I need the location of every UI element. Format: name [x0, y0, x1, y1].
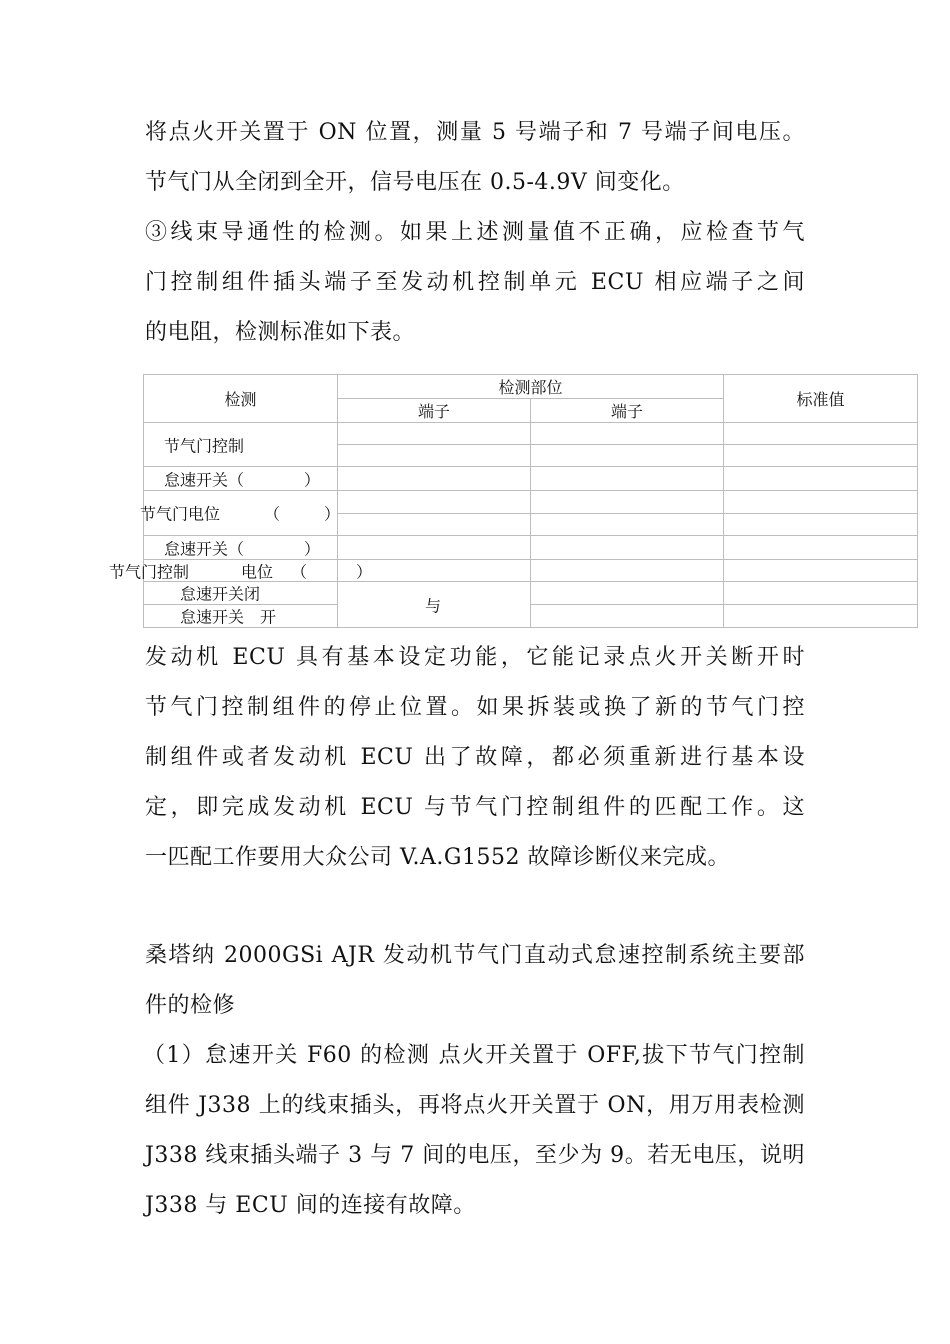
- table-cell: [724, 491, 918, 514]
- table-cell: [338, 514, 531, 536]
- row-label-mid: 开: [260, 607, 277, 627]
- table-cell: [724, 536, 918, 560]
- merged-terminal-cell: [338, 582, 531, 628]
- table-cell: [338, 445, 531, 467]
- table-row-label: [109, 560, 373, 582]
- row-paren: ）: [356, 562, 373, 581]
- row-paren: ）: [304, 539, 321, 558]
- table-cell: [338, 423, 531, 445]
- table-row-label: [144, 605, 338, 628]
- table-row-label: [144, 467, 338, 491]
- row-paren: ）: [304, 470, 321, 489]
- paragraph-line: 门控制组件插头端子至发动机控制单元 ECU 相应端子之间: [145, 270, 805, 295]
- section-heading: 桑塔纳 2000GSi AJR 发动机节气门直动式怠速控制系统主要部: [145, 943, 805, 968]
- row-label-mid: 电位: [241, 562, 274, 581]
- inspection-standard-table: [109, 374, 918, 628]
- row-label: 怠速开关（: [164, 539, 245, 558]
- paragraph-line: 节气门从全闭到全开，信号电压在 0.5-4.9V 间变化。: [145, 170, 685, 195]
- table-cell: [724, 423, 918, 445]
- row-paren: ）: [324, 504, 341, 524]
- table-row-label: [144, 423, 338, 467]
- row-label: 节气门控制: [164, 436, 245, 455]
- table-cell: [531, 423, 724, 445]
- table-cell: [338, 560, 531, 582]
- paragraph-line: 的电阻，检测标准如下表。: [145, 320, 416, 345]
- table-cell: [338, 491, 531, 514]
- table-cell: [724, 467, 918, 491]
- row-paren: （: [291, 562, 308, 581]
- table-cell: [531, 491, 724, 514]
- paragraph-line: 组件 J338 上的线束插头，再将点火开关置于 ON，用万用表检测: [145, 1093, 805, 1118]
- paragraph-line: 将点火开关置于 ON 位置，测量 5 号端子和 7 号端子间电压。: [145, 120, 805, 145]
- table-cell: [338, 536, 531, 560]
- table-cell: [724, 605, 918, 628]
- terminal-link-text: 与: [425, 596, 442, 615]
- table-row-label: [140, 491, 341, 536]
- row-label: 怠速开关（: [164, 470, 245, 489]
- row-paren: （: [264, 504, 281, 524]
- paragraph-line: 发动机 ECU 具有基本设定功能，它能记录点火开关断开时: [145, 645, 805, 670]
- paragraph-line: 一匹配工作要用大众公司 V.A.G1552 故障诊断仪来完成。: [145, 845, 730, 870]
- paragraph-line: 定，即完成发动机 ECU 与节气门控制组件的匹配工作。这: [145, 795, 805, 820]
- table-cell: [531, 605, 724, 628]
- table-cell: [531, 582, 724, 605]
- table-cell: [724, 514, 918, 536]
- header-terminal-b: 端子: [531, 399, 724, 423]
- header-location: 检测部位: [338, 375, 724, 399]
- paragraph-line: （1）怠速开关 F60 的检测 点火开关置于 OFF,拔下节气门控制: [143, 1043, 805, 1068]
- header-check: 检测: [144, 375, 338, 423]
- table-cell: [724, 582, 918, 605]
- table-cell: [531, 536, 724, 560]
- table-cell: [338, 467, 531, 491]
- table-row-label: [144, 536, 338, 560]
- table-cell: [724, 560, 918, 582]
- paragraph-line: 制组件或者发动机 ECU 出了故障，都必须重新进行基本设: [145, 745, 805, 770]
- row-label: 怠速开关闭: [180, 584, 261, 604]
- table-row-label: [144, 582, 338, 605]
- row-label: 节气门电位: [140, 504, 221, 524]
- row-label: 怠速开关: [180, 607, 245, 627]
- table-cell: [531, 445, 724, 467]
- paragraph-line: J338 与 ECU 间的连接有故障。: [145, 1193, 476, 1218]
- section-heading: 件的检修: [145, 993, 236, 1018]
- table-cell: [531, 560, 724, 582]
- row-label: 节气门控制: [109, 562, 190, 581]
- paragraph-line: 节气门控制组件的停止位置。如果拆装或换了新的节气门控: [145, 695, 805, 720]
- paragraph-line: J338 线束插头端子 3 与 7 间的电压，至少为 9。若无电压，说明: [145, 1143, 805, 1168]
- table-cell: [531, 514, 724, 536]
- table-cell: [724, 445, 918, 467]
- header-standard: 标准值: [724, 375, 918, 423]
- header-terminal-a: 端子: [338, 399, 531, 423]
- table-cell: [531, 467, 724, 491]
- paragraph-line: ③线束导通性的检测。如果上述测量值不正确，应检查节气: [145, 220, 805, 245]
